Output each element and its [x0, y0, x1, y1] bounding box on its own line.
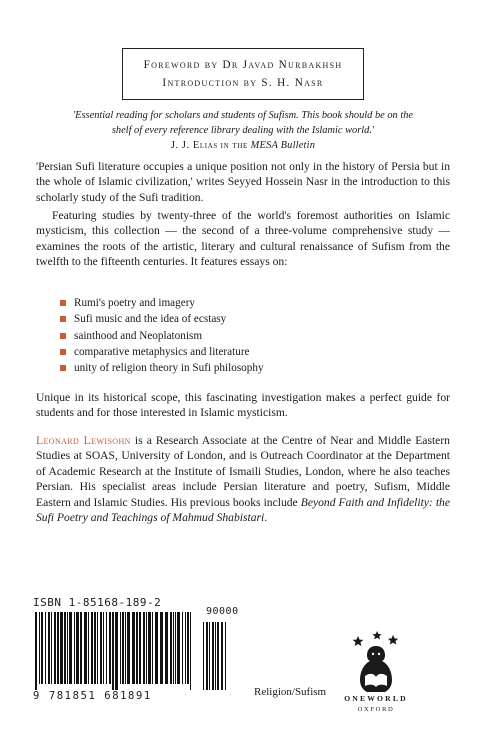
quote-author: J. J. Elias: [170, 140, 218, 151]
quote-publication: MESA Bulletin: [250, 140, 316, 151]
price-addon-number: 90000: [206, 606, 239, 617]
square-bullet-icon: [60, 349, 66, 355]
list-item: [60, 295, 430, 311]
publisher-city: OXFORD: [357, 706, 395, 713]
quote-in: in the: [220, 140, 248, 151]
quote-attribution: [62, 140, 424, 151]
square-bullet-icon: [60, 300, 66, 306]
review-quote: 'Essential reading for scholars and students of Sufism. This book should be on the shelf of every reference library dealing with the Islamic world.': [72, 110, 414, 136]
previous-book-title: Beyond Faith and Infidelity: the Sufi Poetry and Teachings of Mahmud Shabistari: [36, 495, 450, 525]
list-item: [60, 344, 430, 360]
bio-text: is a Research Associate at the Centre of Near and Middle Eastern Studies at SOAS, University of London, and is Outreach Coordinator at the Department of Academic Research at the Institute of Ismaili Studies, London, where he also teaches Persian. His specialist areas include Persian literature and poetry, Sufism, Middle Eastern and Islamic Studies. His previous books include: [36, 434, 450, 509]
barcode-bars-icon: [33, 612, 228, 690]
bio-end: .: [264, 511, 268, 525]
publisher-name: ONEWORLD: [344, 694, 408, 703]
essay-label: Rumi's poetry and imagery: [74, 297, 196, 309]
essay-label: sainthood and Neoplatonism: [74, 329, 203, 342]
essay-label: unity of religion theory in Sufi philosophy: [74, 362, 264, 375]
scope-paragraph: Unique in its historical scope, this fascinating investigation makes a perfect guide for students and for those interested in Islamic mysticism.: [36, 391, 450, 420]
list-item: [60, 360, 430, 376]
square-bullet-icon: [60, 365, 66, 371]
foreword-credit: Foreword by Dr Javad Nurbakhsh: [143, 59, 343, 71]
essay-label: Sufi music and the idea of ecstasy: [74, 313, 227, 326]
category-label: Religion/Sufism: [254, 686, 327, 698]
barcode-digits: 9 781851 681891: [33, 690, 152, 702]
introduction-credit: Introduction by S. H. Nasr: [162, 77, 324, 89]
oneworld-logo-icon: [348, 630, 404, 694]
author-bio: [36, 433, 450, 525]
features-paragraph: Featuring studies by twenty-three of the world's foremost authorities on Islamic mysticism, this collection — the second of a three-volume comprehensive study — examines the roots of the artistic, literary and cultural renaissance of Sufism from the twelfth to the fifteenth centuries. It features essays on:: [36, 209, 450, 269]
list-item: [60, 328, 430, 344]
intro-paragraph: 'Persian Sufi literature occupies a unique position not only in the history of Persia but in the whole of Islamic civilization,' writes Seyyed Hossein Nasr in the introduction to this scholarly study of the Sufi tradition.: [36, 160, 450, 204]
barcode: [33, 596, 239, 706]
square-bullet-icon: [60, 333, 66, 339]
square-bullet-icon: [60, 316, 66, 322]
essay-list: [60, 295, 430, 376]
essay-label: comparative metaphysics and literature: [74, 345, 250, 358]
isbn-number: ISBN 1-85168-189-2: [33, 596, 162, 609]
credits-box: [122, 48, 364, 100]
author-name: Leonard Lewisohn: [36, 434, 131, 447]
list-item: [60, 311, 430, 327]
